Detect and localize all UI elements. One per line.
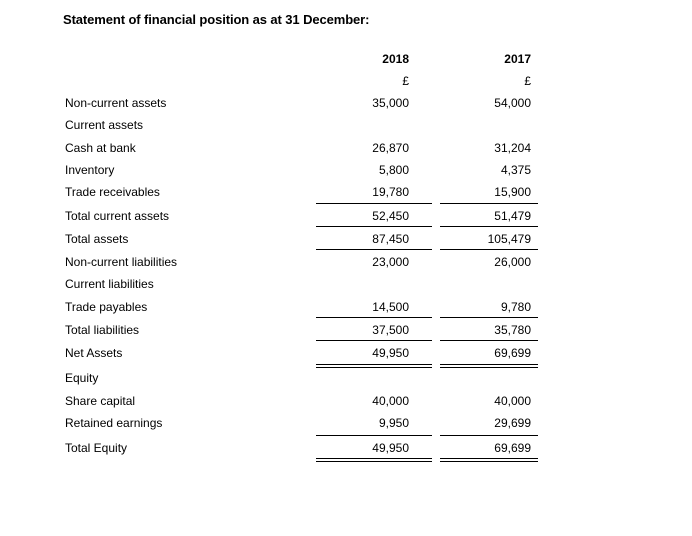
row-label: Trade receivables <box>65 185 160 199</box>
rule-total-equity-2018-a <box>316 458 432 459</box>
row-label: Trade payables <box>65 300 148 314</box>
rule-liabilities-2018 <box>316 317 432 318</box>
value-2017: 29,699 <box>494 416 531 430</box>
rule-net-assets-2018-a <box>316 364 432 365</box>
value-2018: 26,870 <box>372 141 409 155</box>
value-2017: 51,479 <box>494 209 531 223</box>
row-label: Total assets <box>65 232 129 246</box>
rule-equity-2018 <box>316 435 432 436</box>
rule-total-equity-2017-b <box>440 461 538 462</box>
row-total-current-assets <box>0 208 692 224</box>
row-label: Non-current liabilities <box>65 255 178 269</box>
row-equity <box>0 370 692 386</box>
value-2018: 40,000 <box>372 394 409 408</box>
row-non-current-liabilities <box>0 254 692 270</box>
rule-net-assets-2017-b <box>440 367 538 368</box>
value-2017: 105,479 <box>487 232 531 246</box>
currency-2018: £ <box>402 74 409 88</box>
value-2018: 5,800 <box>378 163 409 177</box>
row-current-liabilities <box>0 276 692 292</box>
row-net-assets <box>0 345 692 361</box>
row-non-current-assets <box>0 95 692 111</box>
rule-liabilities-2017 <box>440 317 538 318</box>
rule-total-equity-2017-a <box>440 458 538 459</box>
rule-subtotal-2017 <box>440 203 538 204</box>
row-label: Total liabilities <box>65 323 140 337</box>
row-label: Inventory <box>65 163 115 177</box>
row-label: Total current assets <box>65 209 170 223</box>
value-2018: 52,450 <box>372 209 409 223</box>
row-total-liabilities <box>0 322 692 338</box>
row-label: Current assets <box>65 118 144 132</box>
header-year-row <box>0 51 692 67</box>
row-total-assets <box>0 231 692 247</box>
header-currency-row <box>0 73 692 89</box>
column-header-2018: 2018 <box>382 52 409 66</box>
value-2018: 23,000 <box>372 255 409 269</box>
row-cash-at-bank <box>0 140 692 156</box>
value-2017: 4,375 <box>500 163 531 177</box>
page-title: Statement of financial position as at 31 December: <box>63 12 370 27</box>
row-label: Net Assets <box>65 346 123 360</box>
rule-total-assets-2018 <box>316 249 432 250</box>
value-2017: 54,000 <box>494 96 531 110</box>
column-header-2017: 2017 <box>504 52 531 66</box>
rule-net-assets-2018-b <box>316 367 432 368</box>
value-2018: 14,500 <box>372 300 409 314</box>
value-2017: 69,699 <box>494 441 531 455</box>
value-2018: 19,780 <box>372 185 409 199</box>
rule-total-liabilities-2018 <box>316 340 432 341</box>
value-2018: 37,500 <box>372 323 409 337</box>
value-2017: 31,204 <box>494 141 531 155</box>
value-2018: 87,450 <box>372 232 409 246</box>
currency-2017: £ <box>524 74 531 88</box>
value-2018: 35,000 <box>372 96 409 110</box>
row-label: Non-current assets <box>65 96 167 110</box>
value-2018: 49,950 <box>372 441 409 455</box>
value-2017: 69,699 <box>494 346 531 360</box>
rule-total-2018 <box>316 226 432 227</box>
row-label: Current liabilities <box>65 277 154 291</box>
value-2017: 9,780 <box>500 300 531 314</box>
row-total-equity <box>0 440 692 456</box>
row-label: Share capital <box>65 394 136 408</box>
rule-total-liabilities-2017 <box>440 340 538 341</box>
row-label: Retained earnings <box>65 416 163 430</box>
value-2017: 15,900 <box>494 185 531 199</box>
rule-subtotal-2018 <box>316 203 432 204</box>
rule-total-assets-2017 <box>440 249 538 250</box>
row-share-capital <box>0 393 692 409</box>
value-2017: 35,780 <box>494 323 531 337</box>
row-label: Cash at bank <box>65 141 136 155</box>
row-label: Equity <box>65 371 99 385</box>
value-2017: 26,000 <box>494 255 531 269</box>
value-2018: 9,950 <box>378 416 409 430</box>
row-inventory <box>0 162 692 178</box>
rule-total-equity-2018-b <box>316 461 432 462</box>
rule-net-assets-2017-a <box>440 364 538 365</box>
row-trade-payables <box>0 299 692 315</box>
row-trade-receivables <box>0 184 692 200</box>
rule-equity-2017 <box>440 435 538 436</box>
value-2018: 49,950 <box>372 346 409 360</box>
row-retained-earnings <box>0 415 692 431</box>
row-label: Total Equity <box>65 441 128 455</box>
value-2017: 40,000 <box>494 394 531 408</box>
rule-total-2017 <box>440 226 538 227</box>
row-current-assets <box>0 117 692 133</box>
